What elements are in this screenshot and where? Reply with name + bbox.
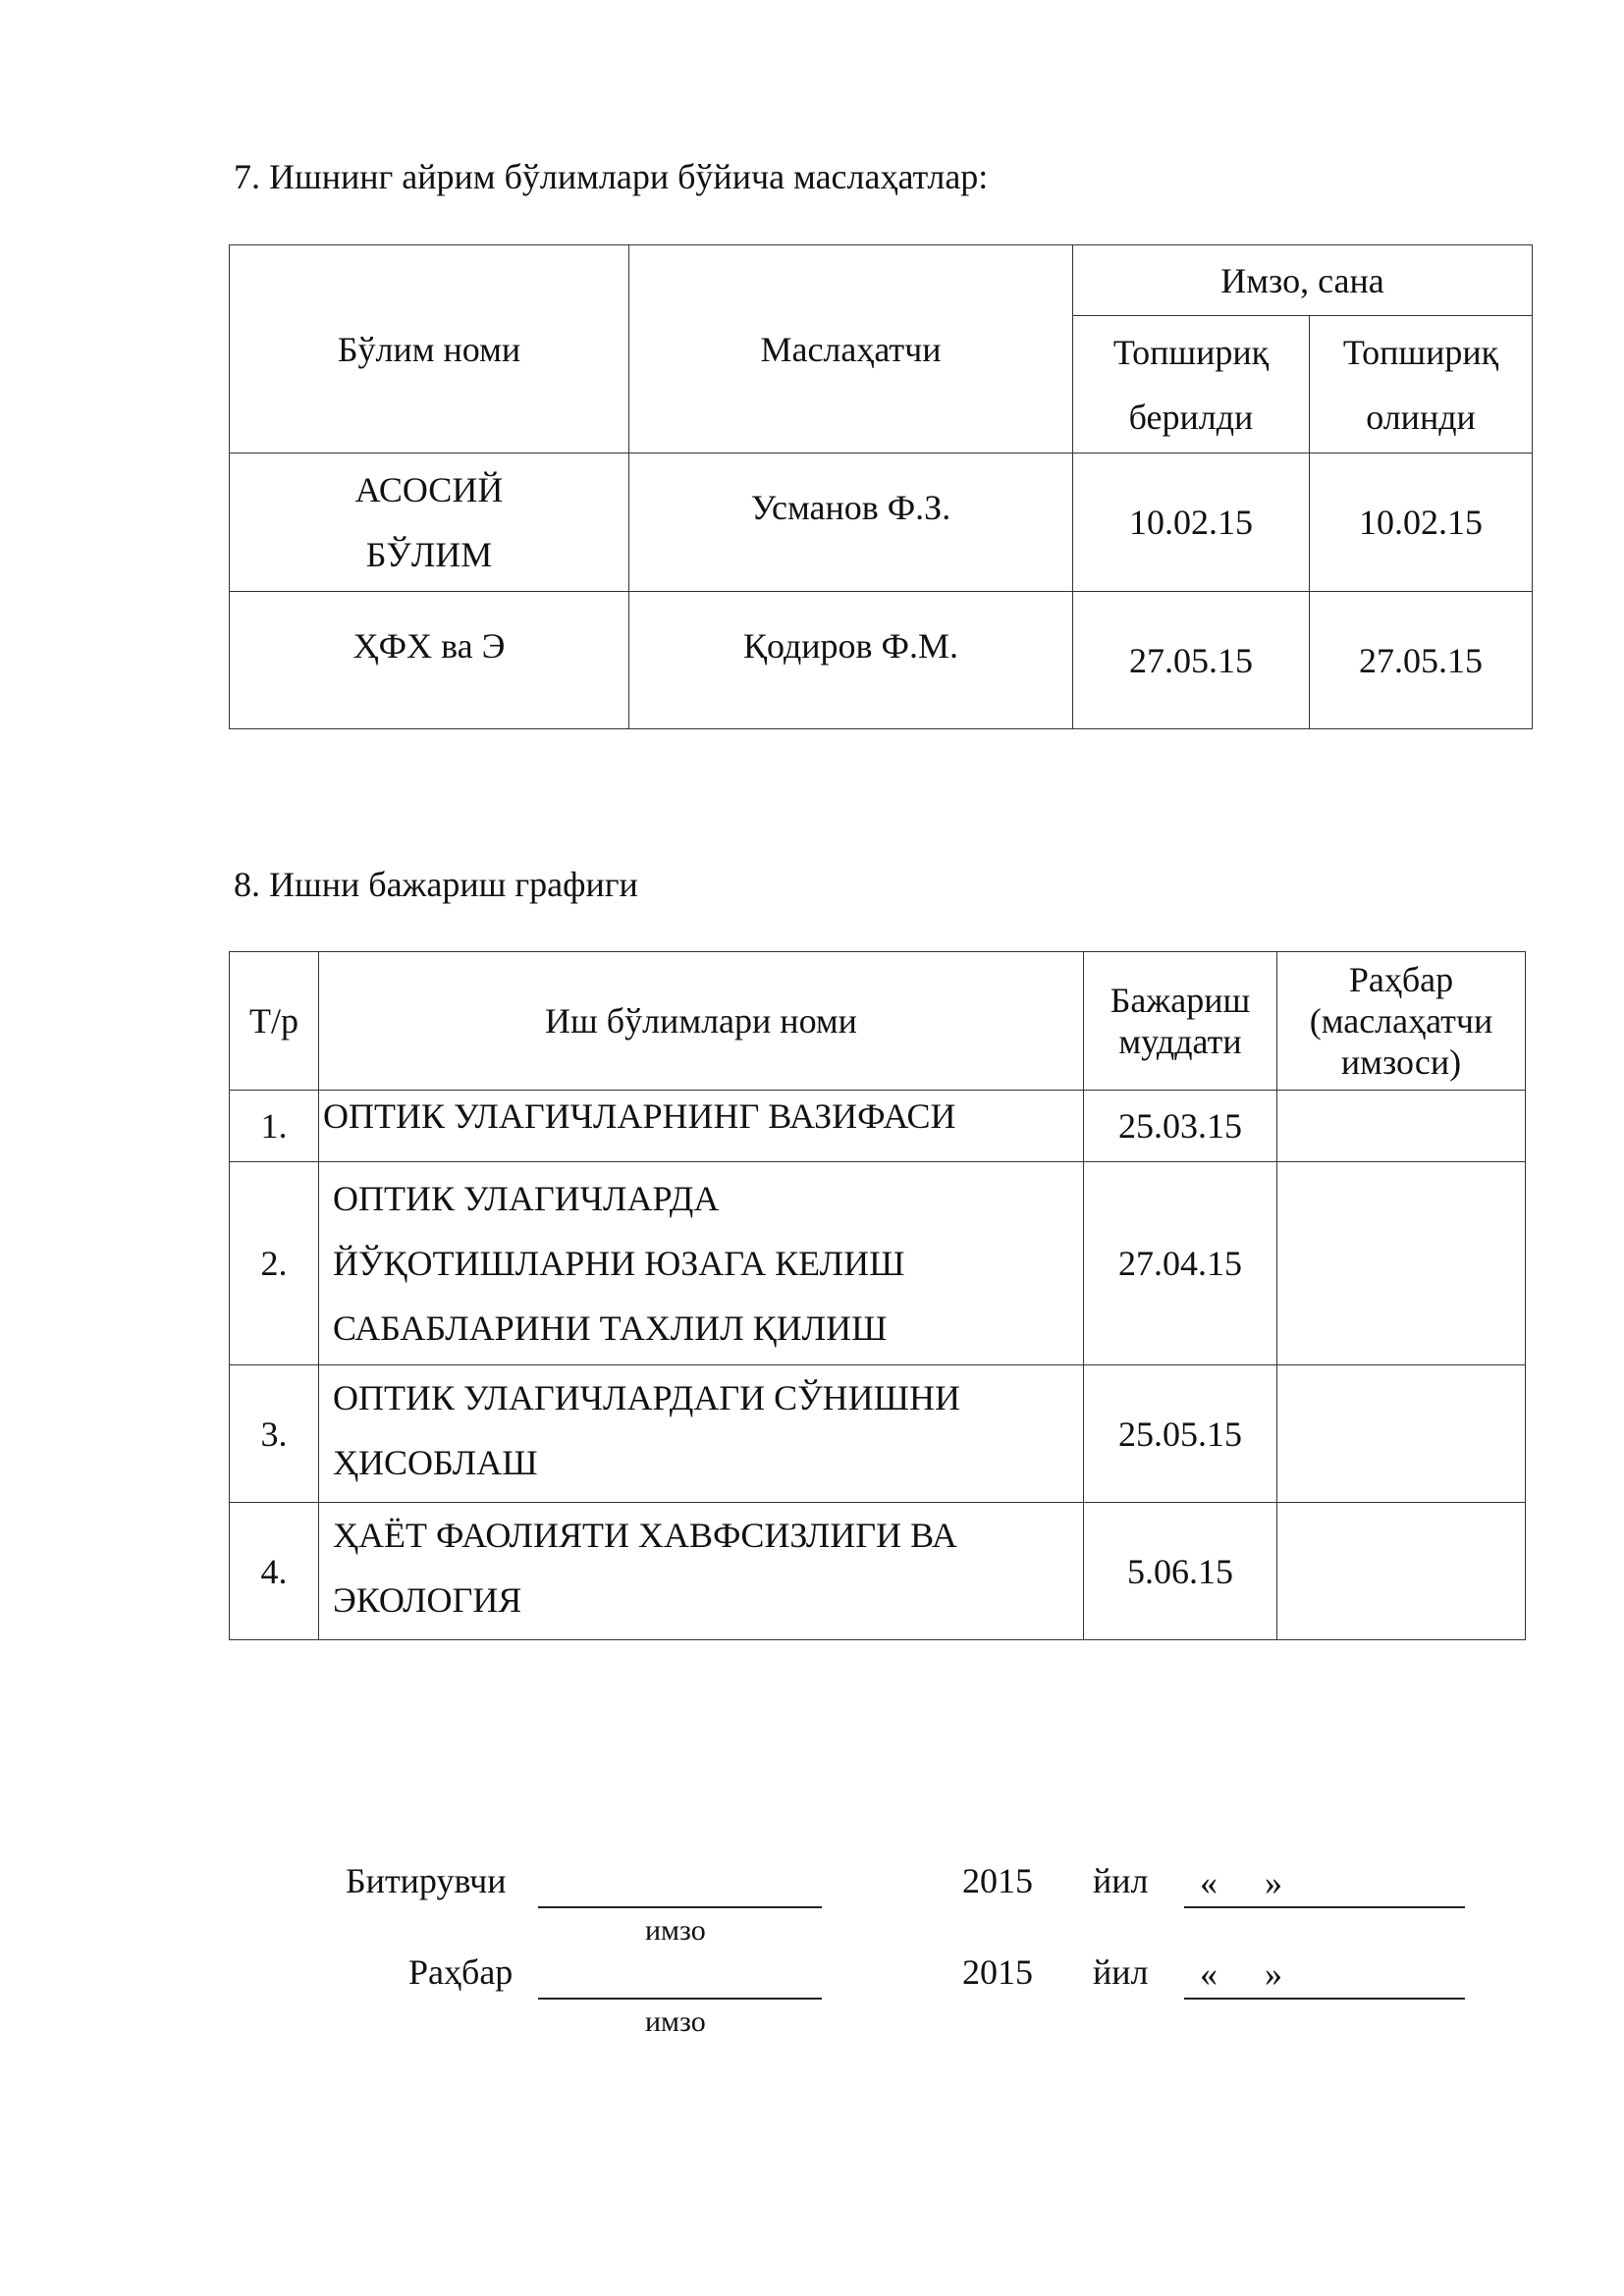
header-deadline-line2: муддати <box>1118 1022 1242 1061</box>
row-number: 1. <box>230 1091 319 1162</box>
graduate-date-line <box>1184 1906 1465 1908</box>
row-consultant: Қодиров Ф.М. <box>629 592 1073 729</box>
row-date-given: 27.05.15 <box>1073 592 1310 729</box>
table-row <box>230 592 1533 729</box>
supervisor-quote-open: « <box>1200 1954 1218 1994</box>
row-part-name <box>319 1503 1084 1640</box>
row-date-received: 27.05.15 <box>1310 592 1533 729</box>
row-section-name <box>230 454 629 592</box>
row-part-name-line2: ҲИСОБЛАШ <box>333 1443 538 1482</box>
row-deadline: 5.06.15 <box>1084 1503 1277 1640</box>
row-part-name-line1: ҲАЁТ ФАОЛИЯТИ ХАВФСИЗЛИГИ ВА <box>333 1516 957 1555</box>
row-date-received: 10.02.15 <box>1310 454 1533 592</box>
header-task-given-line1: Топшириқ <box>1112 332 1270 372</box>
supervisor-label: Раҳбар <box>408 1952 514 1992</box>
supervisor-quote-close: » <box>1265 1954 1282 1994</box>
supervisor-date-line <box>1184 1998 1465 2000</box>
row-part-name <box>319 1162 1084 1365</box>
header-supervisor-line3: имзоси) <box>1340 1042 1462 1082</box>
row-number: 2. <box>230 1162 319 1365</box>
header-part-name: Иш бўлимлари номи <box>319 952 1084 1091</box>
row-date-given: 10.02.15 <box>1073 454 1310 592</box>
row-deadline: 25.05.15 <box>1084 1365 1277 1503</box>
header-supervisor-line2: (маслаҳатчи <box>1309 1001 1493 1041</box>
header-task-received-line1: Топшириқ <box>1342 332 1499 372</box>
row-deadline: 27.04.15 <box>1084 1162 1277 1365</box>
schedule-table <box>229 951 1526 1640</box>
row-number: 4. <box>230 1503 319 1640</box>
consultations-table <box>229 244 1533 729</box>
row-part-name-line1: ОПТИК УЛАГИЧЛАРДАГИ СЎНИШНИ <box>333 1378 960 1417</box>
row-part-name-line2: ЭКОЛОГИЯ <box>333 1580 522 1620</box>
row-part-name-line1: ОПТИК УЛАГИЧЛАРНИНГ ВАЗИФАСИ <box>323 1096 956 1136</box>
graduate-signature-caption: имзо <box>645 1914 706 1947</box>
row-part-name-line1: ОПТИК УЛАГИЧЛАРДА <box>333 1179 720 1218</box>
graduate-quote-close: » <box>1265 1863 1282 1902</box>
header-signature-date: Имзо, сана <box>1073 245 1533 316</box>
section8-heading: 8. Ишни бажариш графиги <box>234 865 638 904</box>
header-number: Т/р <box>230 952 319 1091</box>
table-row <box>230 1503 1526 1640</box>
header-supervisor <box>1277 952 1526 1091</box>
header-section-name: Бўлим номи <box>230 245 629 454</box>
header-deadline <box>1084 952 1277 1091</box>
row-signature <box>1277 1162 1526 1365</box>
header-supervisor-line1: Раҳбар <box>1348 960 1454 999</box>
graduate-quote-open: « <box>1200 1863 1218 1902</box>
row-consultant: Усманов Ф.З. <box>629 454 1073 592</box>
table-row <box>230 1162 1526 1365</box>
row-part-name <box>319 1091 1084 1162</box>
row-deadline: 25.03.15 <box>1084 1091 1277 1162</box>
row-section-name-line2: БЎЛИМ <box>365 535 493 574</box>
header-consultant: Маслаҳатчи <box>629 245 1073 454</box>
table-row <box>230 454 1533 592</box>
row-signature <box>1277 1091 1526 1162</box>
supervisor-year: 2015 <box>962 1952 1033 1992</box>
row-section-name-line1: АСОСИЙ <box>354 470 504 509</box>
row-part-name-line3: САБАБЛАРИНИ ТАХЛИЛ ҚИЛИШ <box>333 1308 888 1348</box>
section7-heading: 7. Ишнинг айрим бўлимлари бўйича маслаҳатлар: <box>234 157 989 196</box>
table-row <box>230 1091 1526 1162</box>
supervisor-year-word: йил <box>1093 1952 1149 1992</box>
graduate-year: 2015 <box>962 1861 1033 1900</box>
header-task-received <box>1310 316 1533 454</box>
header-task-given <box>1073 316 1310 454</box>
supervisor-signature-line <box>538 1998 822 2000</box>
header-deadline-line1: Бажариш <box>1110 981 1251 1020</box>
header-task-given-line2: берилди <box>1128 397 1254 437</box>
graduate-year-word: йил <box>1093 1861 1149 1900</box>
graduate-label: Битирувчи <box>346 1861 507 1900</box>
row-section-name: ҲФХ ва Э <box>230 592 629 729</box>
table-row <box>230 1365 1526 1503</box>
row-part-name-line2: ЙЎҚОТИШЛАРНИ ЮЗАГА КЕЛИШ <box>333 1244 905 1283</box>
row-signature <box>1277 1503 1526 1640</box>
supervisor-signature-caption: имзо <box>645 2005 706 2038</box>
graduate-signature-line <box>538 1906 822 1908</box>
row-number: 3. <box>230 1365 319 1503</box>
row-part-name <box>319 1365 1084 1503</box>
row-signature <box>1277 1365 1526 1503</box>
header-task-received-line2: олинди <box>1366 397 1476 437</box>
